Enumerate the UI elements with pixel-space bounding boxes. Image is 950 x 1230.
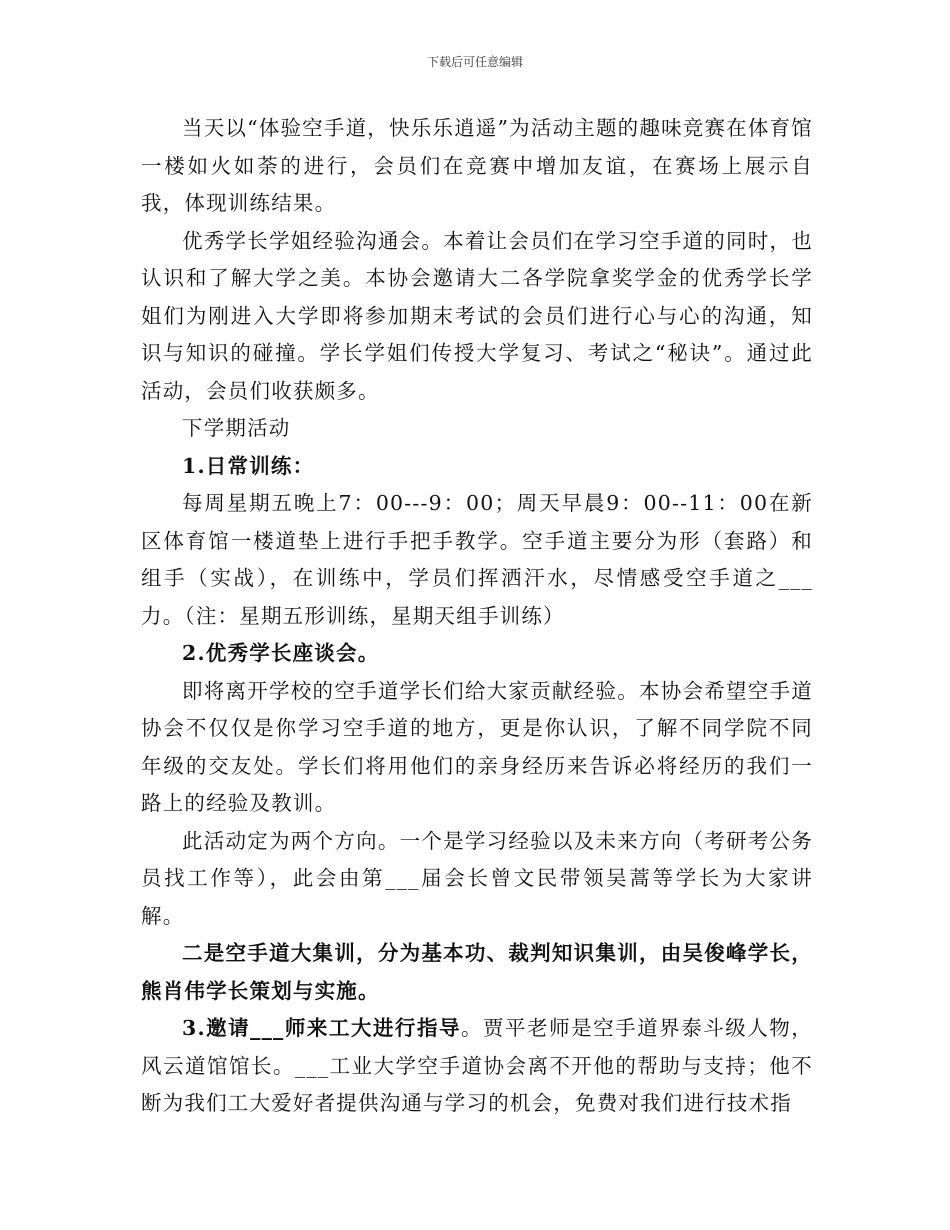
paragraph-competition: 当天以“体验空手道，快乐乐逍遥”为活动主题的趣味竞赛在体育馆一楼如火如荼的进行，会员们在竞赛中增加友谊，在赛场上展示自我，体现训练结果。 [141, 116, 813, 215]
paragraph-invite-teacher [141, 1010, 813, 1123]
page-header: 下载后可任意编辑 [426, 55, 523, 69]
paragraph-directions: 此活动定为两个方向。一个是学习经验以及未来方向（考研考公务员找工作等），此会由第___届会长曾文民带领吴蒿等学长为大家讲解。 [141, 828, 813, 928]
paragraph-next-semester: 下学期活动 [182, 416, 291, 440]
paragraph-training-camp: 二是空手道大集训，分为基本功、裁判知识集训，由吴俊峰学长，熊肖伟学长策划与实施。 [141, 941, 813, 1003]
paragraph-daily-training: 每周星期五晚上7：00---9：00；周天早晨9：00--11：00在新区体育馆一楼道垫上进行手把手教学。空手道主要分为形（套路）和组手（实战），在训练中，学员们挥洒汗水，尽情感受空手道之___力。（注：星期五形训练，星期天组手训练） [141, 491, 813, 628]
paragraph-exchange-meeting: 优秀学长学姐经验沟通会。本着让会员们在学习空手道的同时，也认识和了解大学之美。本协会邀请大二各学院拿奖学金的优秀学长学姐们为刚进入大学即将参加期末考试的会员们进行心与心的沟通，知识与知识的碰撞。学长学姐们传授大学复习、考试之“秘诀”。通过此活动，会员们收获颇多。 [141, 228, 813, 403]
paragraph-seminar: 即将离开学校的空手道学长们给大家贡献经验。本协会希望空手道协会不仅仅是你学习空手道的地方，更是你认识，了解不同学院不同年级的交友处。学长们将用他们的亲身经历来告诉必将经历的我们一路上的经验及教训。 [141, 678, 813, 815]
text-invite-teacher: 。贾平老师是空手道界泰斗级人物，风云道馆馆长。___工业大学空手道协会离不开他的帮助与支持；他不断为我们工大爱好者提供沟通与学习的机会，免费对我们进行技术指 [141, 1016, 813, 1115]
document-body [141, 110, 813, 1123]
heading-invite-teacher: 3.邀请___师来工大进行指导 [182, 1016, 461, 1040]
heading-daily-training: 1.日常训练： [182, 453, 315, 478]
heading-seminar: 2.优秀学长座谈会。 [182, 641, 380, 665]
